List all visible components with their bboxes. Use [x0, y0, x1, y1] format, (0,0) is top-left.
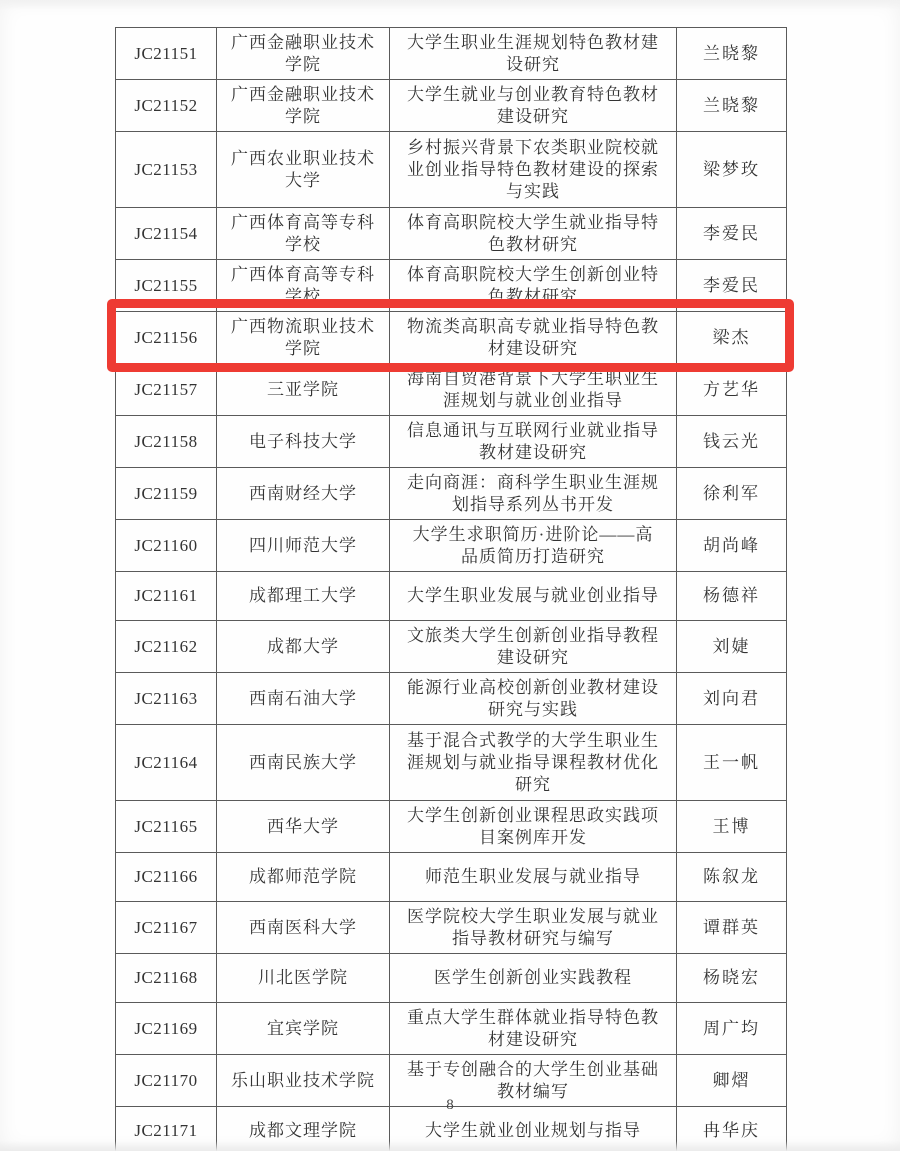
- table-row: [116, 416, 787, 468]
- cell-project-code: JC21154: [116, 208, 217, 260]
- cell-person-name: 胡尚峰: [677, 520, 787, 572]
- cell-person-name: 兰晓黎: [677, 28, 787, 80]
- cell-person-name: 冉华庆: [677, 1107, 787, 1151]
- cell-person-name: 杨德祥: [677, 572, 787, 621]
- cell-institution: 西华大学: [217, 801, 390, 853]
- cell-person-name: 梁梦玫: [677, 132, 787, 208]
- cell-project-code: JC21168: [116, 954, 217, 1003]
- cell-project-code: JC21152: [116, 80, 217, 132]
- table-row: [116, 621, 787, 673]
- cell-project-title: 海南自贸港背景下大学生职业生涯规划与就业创业指导: [390, 364, 677, 416]
- cell-institution: 广西体育高等专科学校: [217, 260, 390, 312]
- cell-institution: 宜宾学院: [217, 1003, 390, 1055]
- cell-project-code: JC21153: [116, 132, 217, 208]
- cell-project-code: JC21159: [116, 468, 217, 520]
- cell-project-title: 信息通讯与互联网行业就业指导教材建设研究: [390, 416, 677, 468]
- cell-person-name: 王一帆: [677, 725, 787, 801]
- cell-person-name: 方艺华: [677, 364, 787, 416]
- cell-project-code: JC21169: [116, 1003, 217, 1055]
- cell-project-title: 体育高职院校大学生就业指导特色教材研究: [390, 208, 677, 260]
- cell-project-title: 大学生求职简历·进阶论——高品质简历打造研究: [390, 520, 677, 572]
- cell-project-code: JC21158: [116, 416, 217, 468]
- cell-institution: 乐山职业技术学院: [217, 1055, 390, 1107]
- project-list-table: [115, 27, 787, 1151]
- table-row: [116, 260, 787, 312]
- cell-project-title: 基于混合式教学的大学生职业生涯规划与就业指导课程教材优化研究: [390, 725, 677, 801]
- cell-project-title: 医学生创新创业实践教程: [390, 954, 677, 1003]
- cell-project-title: 医学院校大学生职业发展与就业指导教材研究与编写: [390, 902, 677, 954]
- page-top-shade: [0, 0, 900, 10]
- cell-institution: 西南财经大学: [217, 468, 390, 520]
- cell-project-code: JC21170: [116, 1055, 217, 1107]
- cell-institution: 成都文理学院: [217, 1107, 390, 1151]
- table-row: [116, 312, 787, 364]
- cell-person-name: 陈叙龙: [677, 853, 787, 902]
- cell-project-title: 文旅类大学生创新创业指导教程建设研究: [390, 621, 677, 673]
- cell-project-code: JC21157: [116, 364, 217, 416]
- cell-project-title: 大学生职业生涯规划特色教材建设研究: [390, 28, 677, 80]
- cell-project-title: 大学生职业发展与就业创业指导: [390, 572, 677, 621]
- table-row: [116, 468, 787, 520]
- table-row: [116, 902, 787, 954]
- cell-project-code: JC21167: [116, 902, 217, 954]
- cell-person-name: 梁杰: [677, 312, 787, 364]
- cell-institution: 川北医学院: [217, 954, 390, 1003]
- table-row: [116, 801, 787, 853]
- cell-person-name: 杨晓宏: [677, 954, 787, 1003]
- cell-project-title: 重点大学生群体就业指导特色教材建设研究: [390, 1003, 677, 1055]
- cell-person-name: 谭群英: [677, 902, 787, 954]
- cell-project-code: JC21161: [116, 572, 217, 621]
- table-row: [116, 520, 787, 572]
- results-table-body: [116, 28, 787, 1151]
- cell-project-title: 师范生职业发展与就业指导: [390, 853, 677, 902]
- cell-institution: 西南石油大学: [217, 673, 390, 725]
- cell-project-code: JC21163: [116, 673, 217, 725]
- cell-institution: 成都师范学院: [217, 853, 390, 902]
- cell-person-name: 王博: [677, 801, 787, 853]
- cell-project-code: JC21171: [116, 1107, 217, 1151]
- cell-institution: 西南民族大学: [217, 725, 390, 801]
- cell-institution: 广西金融职业技术学院: [217, 80, 390, 132]
- cell-institution: 三亚学院: [217, 364, 390, 416]
- cell-person-name: 钱云光: [677, 416, 787, 468]
- table-row: [116, 132, 787, 208]
- cell-project-title: 大学生创新创业课程思政实践项目案例库开发: [390, 801, 677, 853]
- cell-person-name: 兰晓黎: [677, 80, 787, 132]
- cell-person-name: 李爱民: [677, 260, 787, 312]
- cell-institution: 成都大学: [217, 621, 390, 673]
- page-number: 8: [446, 1097, 454, 1113]
- table-row: [116, 80, 787, 132]
- table-row: [116, 572, 787, 621]
- cell-project-code: JC21165: [116, 801, 217, 853]
- cell-project-code: JC21164: [116, 725, 217, 801]
- cell-person-name: 刘向君: [677, 673, 787, 725]
- cell-project-title: 体育高职院校大学生创新创业特色教材研究: [390, 260, 677, 312]
- cell-project-title: 乡村振兴背景下农类职业院校就业创业指导特色教材建设的探索与实践: [390, 132, 677, 208]
- cell-person-name: 李爱民: [677, 208, 787, 260]
- cell-institution: 电子科技大学: [217, 416, 390, 468]
- table-row: [116, 853, 787, 902]
- table-row: [116, 673, 787, 725]
- cell-project-title: 走向商涯：商科学生职业生涯规划指导系列丛书开发: [390, 468, 677, 520]
- cell-person-name: 周广均: [677, 1003, 787, 1055]
- cell-project-code: JC21151: [116, 28, 217, 80]
- cell-project-code: JC21155: [116, 260, 217, 312]
- cell-project-title: 大学生就业与创业教育特色教材建设研究: [390, 80, 677, 132]
- cell-institution: 成都理工大学: [217, 572, 390, 621]
- cell-institution: 广西农业职业技术大学: [217, 132, 390, 208]
- table-row: [116, 208, 787, 260]
- cell-project-title: 大学生就业创业规划与指导: [390, 1107, 677, 1151]
- cell-person-name: 徐利军: [677, 468, 787, 520]
- cell-project-code: JC21162: [116, 621, 217, 673]
- cell-institution: 广西物流职业技术学院: [217, 312, 390, 364]
- cell-person-name: 刘婕: [677, 621, 787, 673]
- cell-project-title: 能源行业高校创新创业教材建设研究与实践: [390, 673, 677, 725]
- cell-institution: 广西金融职业技术学院: [217, 28, 390, 80]
- cell-project-code: JC21160: [116, 520, 217, 572]
- table-row: [116, 28, 787, 80]
- cell-project-title: 基于专创融合的大学生创业基础教材编写: [390, 1055, 677, 1107]
- cell-project-code: JC21166: [116, 853, 217, 902]
- cell-project-code: JC21156: [116, 312, 217, 364]
- cell-person-name: 卿熠: [677, 1055, 787, 1107]
- cell-institution: 四川师范大学: [217, 520, 390, 572]
- table-row: [116, 725, 787, 801]
- table-row: [116, 954, 787, 1003]
- cell-institution: 广西体育高等专科学校: [217, 208, 390, 260]
- cell-institution: 西南医科大学: [217, 902, 390, 954]
- table-row: [116, 364, 787, 416]
- table-row: [116, 1003, 787, 1055]
- cell-project-title: 物流类高职高专就业指导特色教材建设研究: [390, 312, 677, 364]
